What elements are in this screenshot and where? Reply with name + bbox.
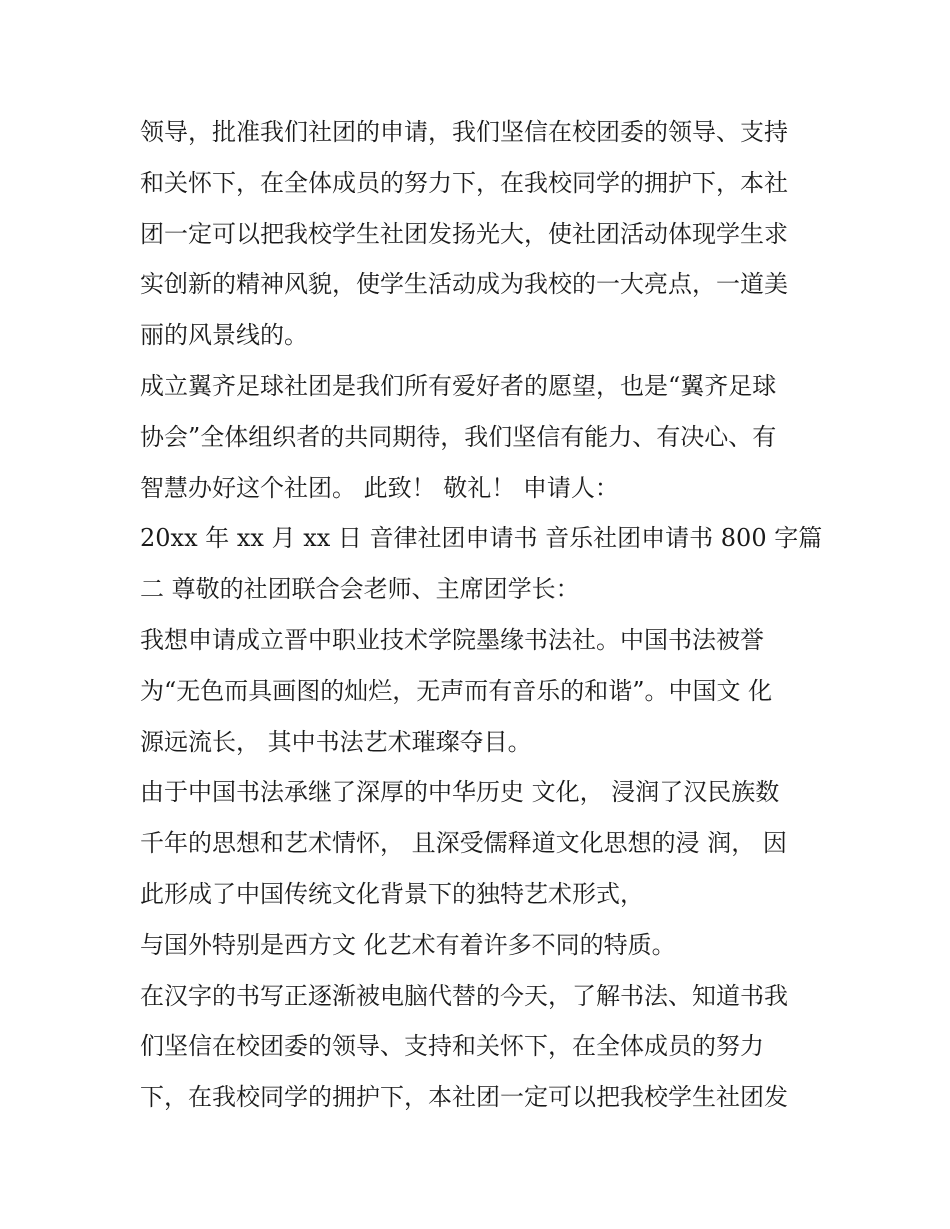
text-line: 源远流长， 其中书法艺术璀璨夺目。 bbox=[140, 727, 532, 756]
text-line: 智慧办好这个社团。 此致！ 敬礼！ 申请人： bbox=[140, 473, 619, 502]
text-line: 由于中国书法承继了深厚的中华历史 文化， 浸润了汉民族数 bbox=[140, 778, 780, 807]
text-line: 与国外特别是西方文 化艺术有着许多不同的特质。 bbox=[140, 930, 676, 959]
text-line: 20xx 年 xx 月 xx 日 音律社团申请书 音乐社团申请书 800 字篇 bbox=[140, 524, 823, 553]
text-line: 此形成了中国传统文化背景下的独特艺术形式， bbox=[140, 879, 644, 908]
text-line: 下，在我校同学的拥护下，本社团一定可以把我校学生社团发 bbox=[140, 1083, 788, 1112]
text-line: 领导，批准我们社团的申请，我们坚信在校团委的领导、支持 bbox=[140, 118, 788, 146]
text-line: 二 尊敬的社团联合会老师、主席团学长： bbox=[140, 575, 580, 604]
text-line: 和关怀下，在全体成员的努力下，在我校同学的拥护下，本社 bbox=[140, 168, 788, 197]
text-line: 协会”全体组织者的共同期待，我们坚信有能力、有决心、有 bbox=[140, 422, 777, 451]
text-line: 千年的思想和艺术情怀， 且深受儒释道文化思想的浸 润， 因 bbox=[140, 829, 787, 858]
text-line: 为“无色而具画图的灿烂，无声而有音乐的和谐”。中国文 化 bbox=[140, 676, 773, 705]
text-line: 丽的风景线的。 bbox=[140, 321, 308, 350]
document-body bbox=[140, 107, 840, 1123]
text-line: 实创新的精神风貌，使学生活动成为我校的一大亮点，一道美 bbox=[140, 270, 788, 299]
text-line: 团一定可以把我校学生社团发扬光大，使社团活动体现学生求 bbox=[140, 219, 788, 248]
text-line: 成立翼齐足球社团是我们所有爱好者的愿望，也是“翼齐足球 bbox=[140, 371, 777, 400]
text-line: 在汉字的书写正逐渐被电脑代替的今天，了解书法、知道书我 bbox=[140, 981, 788, 1010]
text-line: 们坚信在校团委的领导、支持和关怀下，在全体成员的努力 bbox=[140, 1032, 764, 1061]
text-line: 我想申请成立晋中职业技术学院墨缘书法社。中国书法被誉 bbox=[140, 625, 764, 654]
